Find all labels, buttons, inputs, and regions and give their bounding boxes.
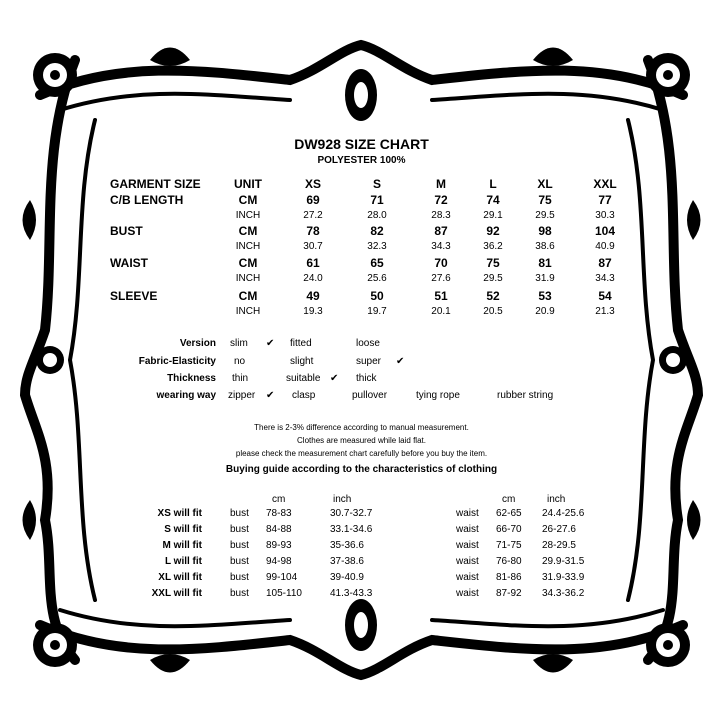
cell: 51 [434, 289, 448, 303]
guide-cm: 105-110 [266, 588, 302, 599]
cell: 49 [306, 289, 320, 303]
page-title: DW928 SIZE CHART [294, 136, 429, 152]
cell: 87 [598, 256, 612, 270]
guide-measure: bust [230, 508, 249, 519]
cell: 25.6 [367, 273, 387, 284]
cell: 75 [538, 193, 552, 207]
cell: 28.0 [367, 210, 387, 221]
note-line: There is 2-3% difference according to manual measurement. [254, 423, 469, 432]
guide-inch: 28-29.5 [542, 540, 576, 551]
guide-fit: XS will fit [157, 508, 202, 519]
guide-measure: waist [456, 556, 479, 567]
cell: 29.1 [483, 210, 503, 221]
cell: 75 [486, 256, 500, 270]
guide-inch: 35-36.6 [330, 540, 364, 551]
guide-inch: 41.3-43.3 [330, 588, 373, 599]
unit-cm: CM [238, 224, 258, 238]
guide-measure: bust [230, 524, 249, 535]
row-label-bust: BUST [110, 224, 143, 238]
guide-cm: 71-75 [496, 540, 522, 551]
guide-cm: 87-92 [496, 588, 522, 599]
guide-left-inch-header: inch [333, 494, 352, 505]
garment-size-header: GARMENT SIZE [110, 177, 201, 191]
guide-title: Buying guide according to the characteristics of clothing [225, 464, 498, 475]
option: tying rope [416, 390, 460, 401]
cell: 28.3 [431, 210, 451, 221]
unit-inch: INCH [235, 241, 261, 252]
guide-cm: 76-80 [496, 556, 522, 567]
check-icon: ✔ [396, 356, 405, 367]
cell: 38.6 [535, 241, 555, 252]
guide-measure: bust [230, 556, 249, 567]
cell: 30.7 [303, 241, 323, 252]
cell: 74 [486, 193, 500, 207]
guide-inch: 37-38.6 [330, 556, 364, 567]
option: zipper [228, 390, 256, 401]
guide-fit: XL will fit [158, 572, 202, 583]
guide-fit: S will fit [164, 524, 202, 535]
cell: 65 [370, 256, 384, 270]
guide-measure: bust [230, 540, 249, 551]
guide-inch: 26-27.6 [542, 524, 576, 535]
cell: 98 [538, 224, 552, 238]
guide-right-inch-header: inch [547, 494, 566, 505]
cell: 53 [538, 289, 552, 303]
cell: 20.5 [483, 306, 503, 317]
thickness-label: Thickness [167, 373, 216, 384]
option: slight [290, 356, 314, 367]
page-subtitle: POLYESTER 100% [317, 155, 406, 166]
size-header-l: L [489, 177, 497, 191]
guide-cm: 81-86 [496, 572, 522, 583]
size-header-xs: XS [304, 177, 321, 191]
guide-measure: waist [456, 572, 479, 583]
option: suitable [286, 373, 321, 384]
guide-inch: 30.7-32.7 [330, 508, 373, 519]
option: super [356, 356, 382, 367]
size-header-xl: XL [537, 177, 553, 191]
size-header-m: M [436, 177, 446, 191]
guide-cm: 99-104 [266, 572, 298, 583]
unit-inch: INCH [235, 306, 261, 317]
cell: 69 [306, 193, 320, 207]
cell: 82 [370, 224, 384, 238]
guide-inch: 29.9-31.5 [542, 556, 585, 567]
guide-inch: 33.1-34.6 [330, 524, 373, 535]
guide-measure: waist [456, 540, 479, 551]
cell: 27.6 [431, 273, 451, 284]
option: thin [232, 373, 249, 384]
version-label: Version [179, 338, 216, 349]
cell: 61 [306, 256, 320, 270]
check-icon: ✔ [330, 373, 339, 384]
cell: 72 [434, 193, 448, 207]
cell: 19.7 [367, 306, 387, 317]
option: slim [230, 338, 248, 349]
cell: 27.2 [303, 210, 323, 221]
cell: 52 [486, 289, 500, 303]
option: no [234, 356, 246, 367]
wearing-way-label: wearing way [156, 390, 216, 401]
cell: 87 [434, 224, 448, 238]
cell: 19.3 [303, 306, 323, 317]
cell: 24.0 [303, 273, 323, 284]
guide-inch: 24.4-25.6 [542, 508, 585, 519]
cell: 36.2 [483, 241, 503, 252]
row-label-cb-length: C/B LENGTH [110, 193, 184, 207]
cell: 92 [486, 224, 500, 238]
row-label-sleeve: SLEEVE [110, 289, 158, 303]
note-line: Clothes are measured while laid flat. [297, 436, 426, 445]
cell: 21.3 [595, 306, 615, 317]
fabric-elasticity-label: Fabric-Elasticity [138, 356, 216, 367]
guide-inch: 31.9-33.9 [542, 572, 585, 583]
cell: 104 [594, 224, 616, 238]
guide-fit: M will fit [162, 540, 202, 551]
unit-cm: CM [238, 289, 258, 303]
unit-cm: CM [238, 193, 258, 207]
unit-inch: INCH [235, 273, 261, 284]
guide-measure: bust [230, 588, 249, 599]
cell: 30.3 [595, 210, 615, 221]
guide-inch: 39-40.9 [330, 572, 364, 583]
cell: 31.9 [535, 273, 555, 284]
option: pullover [352, 390, 388, 401]
guide-cm: 84-88 [266, 524, 292, 535]
guide-left-cm-header: cm [272, 494, 286, 505]
guide-cm: 89-93 [266, 540, 292, 551]
guide-cm: 62-65 [496, 508, 522, 519]
row-label-waist: WAIST [110, 256, 148, 270]
guide-right-cm-header: cm [502, 494, 516, 505]
note-line: please check the measurement chart carefully before you buy the item. [235, 449, 488, 458]
guide-measure: waist [456, 524, 479, 535]
cell: 78 [306, 224, 320, 238]
check-icon: ✔ [266, 390, 275, 401]
cell: 77 [598, 193, 612, 207]
guide-cm: 66-70 [496, 524, 522, 535]
option: loose [356, 338, 380, 349]
unit-cm: CM [238, 256, 258, 270]
guide-measure: bust [230, 572, 249, 583]
option: rubber string [497, 390, 554, 401]
cell: 20.1 [431, 306, 451, 317]
guide-cm: 94-98 [266, 556, 292, 567]
size-header-s: S [372, 177, 381, 191]
unit-inch: INCH [235, 210, 261, 221]
guide-fit: L will fit [164, 556, 202, 567]
unit-header: UNIT [234, 177, 262, 191]
cell: 81 [538, 256, 552, 270]
option: clasp [292, 390, 316, 401]
cell: 50 [370, 289, 384, 303]
guide-cm: 78-83 [266, 508, 292, 519]
cell: 54 [598, 289, 612, 303]
option: thick [356, 373, 377, 384]
cell: 34.3 [595, 273, 615, 284]
cell: 29.5 [483, 273, 503, 284]
guide-inch: 34.3-36.2 [542, 588, 585, 599]
guide-measure: waist [456, 588, 479, 599]
cell: 20.9 [535, 306, 555, 317]
guide-fit: XXL will fit [151, 588, 202, 599]
option: fitted [290, 338, 312, 349]
cell: 34.3 [431, 241, 451, 252]
guide-measure: waist [456, 508, 479, 519]
cell: 71 [370, 193, 384, 207]
cell: 29.5 [535, 210, 555, 221]
cell: 32.3 [367, 241, 387, 252]
cell: 70 [434, 256, 448, 270]
check-icon: ✔ [266, 338, 275, 349]
size-header-xxl: XXL [593, 177, 617, 191]
cell: 40.9 [595, 241, 615, 252]
